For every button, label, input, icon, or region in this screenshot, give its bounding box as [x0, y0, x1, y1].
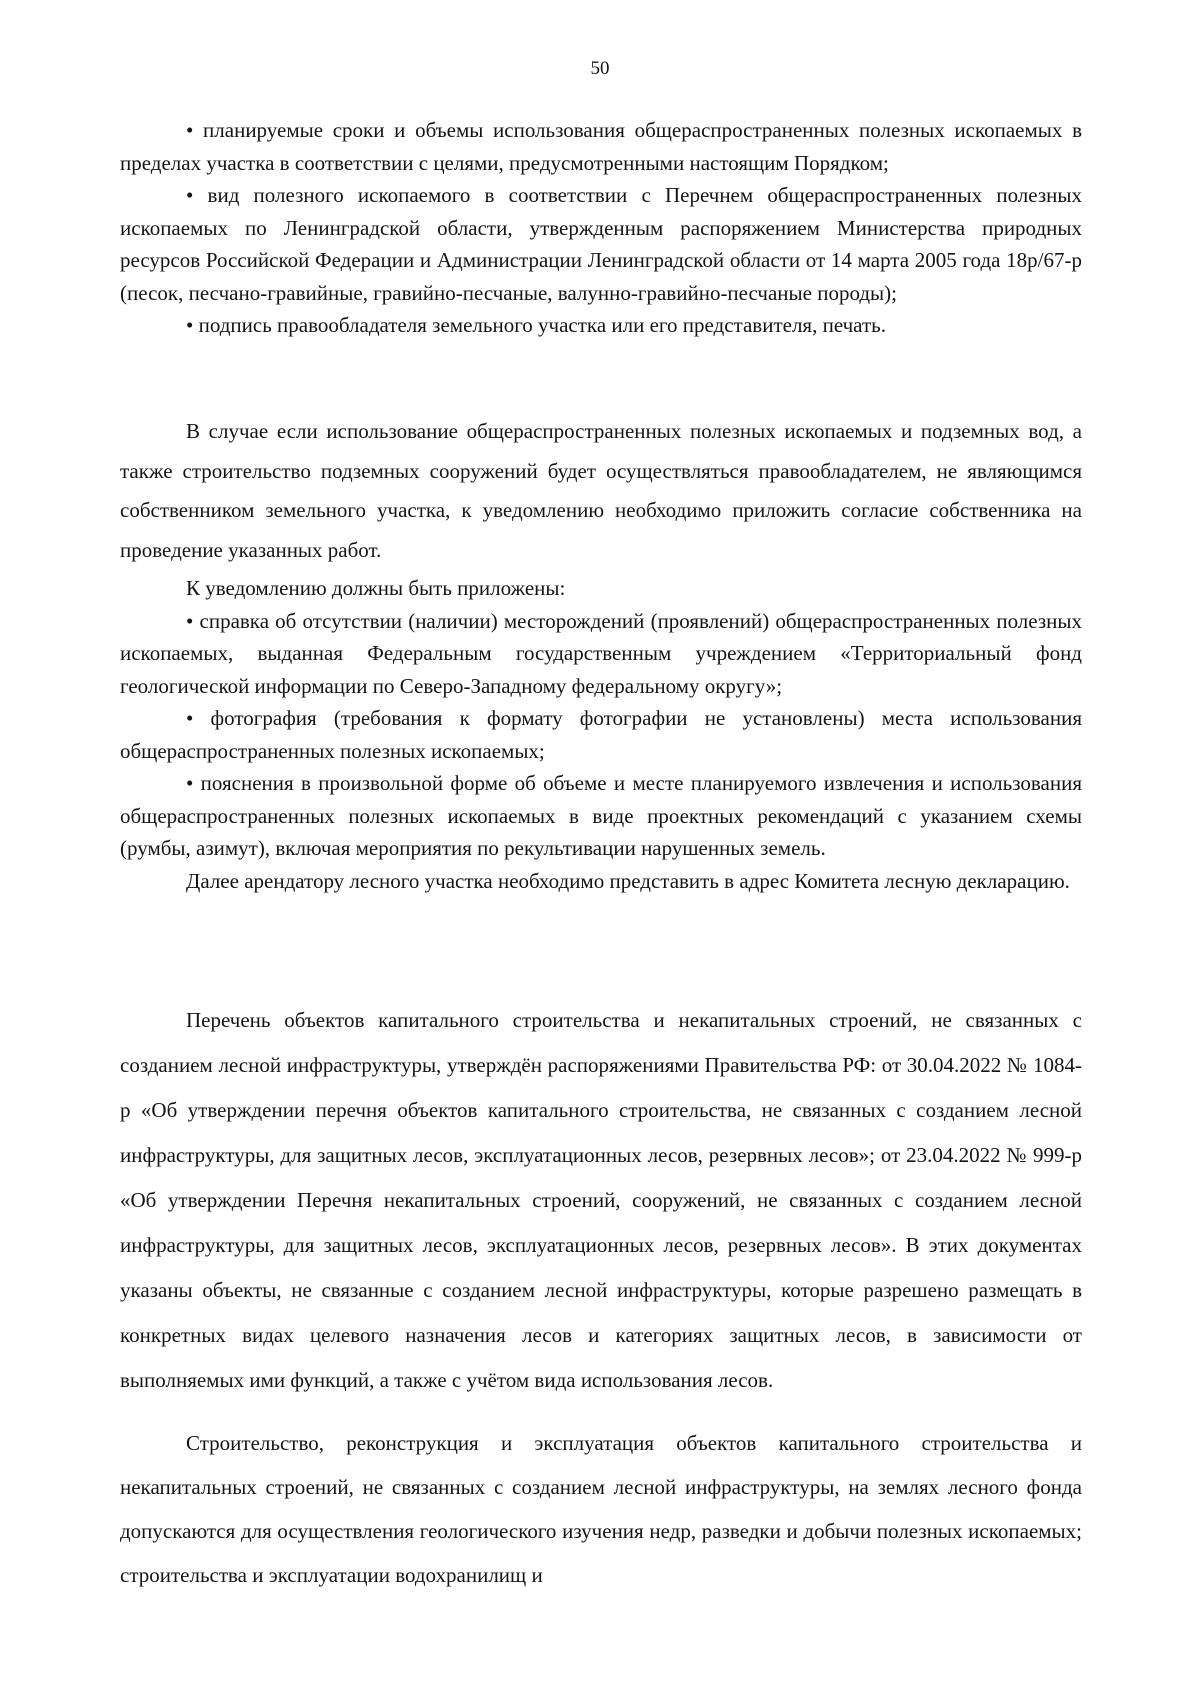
owner-consent-section: [120, 412, 1082, 570]
notification-contents-list: [120, 114, 1082, 342]
paragraph-objects-list: Перечень объектов капитального строительства и некапитальных строений, не связанных с созданием лесной инфраструктуры, утверждён распоряжениями Правительства РФ: от 30.04.2022 № 1084-р «Об утверждении перечня объектов капитального строительства, не связанных с созданием лесной инфраструктуры, для защитных лесов, эксплуатационных лесов, резервных лесов»; от 23.04.2022 № 999-р «Об утверждении Перечня некапитальных строений, сооружений, не связанных с созданием лесной инфраструктуры, для защитных лесов, эксплуатационных лесов, резервных лесов». В этих документах указаны объекты, не связанные с созданием лесной инфраструктуры, которые разрешено размещать в конкретных видах целевого назначения лесов и категориях защитных лесов, в зависимости от выполняемых ими функций, а также с учётом вида использования лесов.: [120, 1008, 1082, 1392]
paragraph-photo: • фотография (требования к формату фотографии не установлены) места использования общераспространенных полезных ископаемых;: [120, 706, 1082, 763]
paragraph-signature: • подпись правообладателя земельного участка или его представителя, печать.: [186, 313, 886, 337]
paragraph-mineral-type: • вид полезного ископаемого в соответствии с Перечнем общераспространенных полезных ископаемых по Ленинградской области, утвержденным распоряжением Министерства природных ресурсов Российской Федерации и Администрации Ленинградской области от 14 марта 2005 года 18р/67-р (песок, песчано-гравийные, гравийно-песчаные, валунно-гравийно-песчаные породы);: [120, 183, 1082, 305]
attachments-section: [120, 572, 1082, 897]
page-number: 50: [590, 58, 610, 79]
paragraph-forest-declaration: Далее арендатору лесного участка необходимо представить в адрес Комитета лесную декларацию.: [186, 868, 1070, 893]
paragraph-planned-terms: • планируемые сроки и объемы использования общераспространенных полезных ископаемых в пределах участка в соответствии с целями, предусмотренными настоящим Порядком;: [120, 118, 1082, 175]
paragraph-attachments-intro: К уведомлению должны быть приложены:: [186, 576, 566, 600]
paragraph-construction: Строительство, реконструкция и эксплуатация объектов капитального строительства и некапитальных строений, не связанных с созданием лесной инфраструктуры, на землях лесного фонда допускаются для осуществления геологического изучения недр, разведки и добычи полезных ископаемых; строительства и эксплуатации водохранилищ и: [120, 1431, 1082, 1587]
construction-section: [120, 1421, 1082, 1597]
paragraph-owner-consent: В случае если использование общераспространенных полезных ископаемых и подземных вод, а также строительство подземных сооружений будет осуществляться правообладателем, не являющимся собственником земельного участка, к уведомлению необходимо приложить согласие собственника на проведение указанных работ.: [120, 419, 1082, 562]
objects-list-section: [120, 998, 1082, 1403]
paragraph-certificate: • справка об отсутствии (наличии) месторождений (проявлений) общераспространенных полезных ископаемых, выданная Федеральным государственным учреждением «Территориальный фонд геологической информации по Северо-Западному федеральному округу»;: [120, 608, 1082, 698]
paragraph-explanations: • пояснения в произвольной форме об объеме и месте планируемого извлечения и использования общераспространенных полезных ископаемых в виде проектных рекомендаций с указанием схемы (румбы, азимут), включая мероприятия по рекультивации нарушенных земель.: [120, 771, 1082, 860]
